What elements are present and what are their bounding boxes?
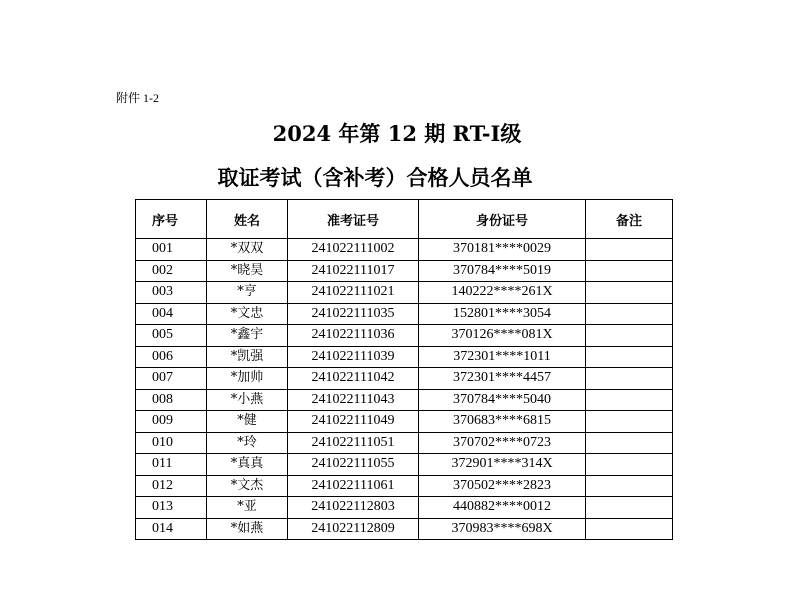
seq-cell: 013 bbox=[136, 497, 207, 519]
id-number-cell: 370702****0723 bbox=[419, 432, 586, 454]
seq-cell: 007 bbox=[136, 368, 207, 390]
ticket-number-cell: 241022112803 bbox=[288, 497, 419, 519]
seq-cell: 006 bbox=[136, 346, 207, 368]
name-cell: *双双 bbox=[207, 239, 288, 261]
document-title: 2024 年第 12 期 RT-Ⅰ级 bbox=[272, 121, 522, 146]
note-cell bbox=[586, 432, 673, 454]
name-cell: *如燕 bbox=[207, 518, 288, 540]
ticket-number-cell: 241022111021 bbox=[288, 282, 419, 304]
table-row bbox=[136, 497, 673, 519]
table-row bbox=[136, 239, 673, 261]
ticket-number-cell: 241022111055 bbox=[288, 454, 419, 476]
note-cell bbox=[586, 346, 673, 368]
seq-cell: 004 bbox=[136, 303, 207, 325]
id-number-cell: 372901****314X bbox=[419, 454, 586, 476]
header-seq: 序号 bbox=[136, 200, 207, 239]
id-number-cell: 370784****5019 bbox=[419, 260, 586, 282]
seq-cell: 014 bbox=[136, 518, 207, 540]
attachment-label: 附件 1-2 bbox=[116, 91, 159, 105]
table-row bbox=[136, 518, 673, 540]
name-cell: *文杰 bbox=[207, 475, 288, 497]
ticket-number-cell: 241022111039 bbox=[288, 346, 419, 368]
ticket-number-cell: 241022111017 bbox=[288, 260, 419, 282]
header-id: 身份证号 bbox=[419, 200, 586, 239]
ticket-number-cell: 241022111051 bbox=[288, 432, 419, 454]
table-row bbox=[136, 389, 673, 411]
ticket-number-cell: 241022111042 bbox=[288, 368, 419, 390]
ticket-number-cell: 241022111002 bbox=[288, 239, 419, 261]
id-number-cell: 370502****2823 bbox=[419, 475, 586, 497]
note-cell bbox=[586, 497, 673, 519]
seq-cell: 012 bbox=[136, 475, 207, 497]
name-cell: *文忠 bbox=[207, 303, 288, 325]
table-row bbox=[136, 282, 673, 304]
id-number-cell: 370181****0029 bbox=[419, 239, 586, 261]
ticket-number-cell: 241022111036 bbox=[288, 325, 419, 347]
table-row bbox=[136, 454, 673, 476]
name-cell: *玲 bbox=[207, 432, 288, 454]
note-cell bbox=[586, 325, 673, 347]
table-row bbox=[136, 411, 673, 433]
table-row bbox=[136, 260, 673, 282]
note-cell bbox=[586, 411, 673, 433]
ticket-number-cell: 241022111043 bbox=[288, 389, 419, 411]
id-number-cell: 440882****0012 bbox=[419, 497, 586, 519]
note-cell bbox=[586, 282, 673, 304]
table-row bbox=[136, 346, 673, 368]
ticket-number-cell: 241022111049 bbox=[288, 411, 419, 433]
name-cell: *凯强 bbox=[207, 346, 288, 368]
id-number-cell: 370983****698X bbox=[419, 518, 586, 540]
seq-cell: 005 bbox=[136, 325, 207, 347]
seq-cell: 008 bbox=[136, 389, 207, 411]
header-name: 姓名 bbox=[207, 200, 288, 239]
note-cell bbox=[586, 518, 673, 540]
id-number-cell: 152801****3054 bbox=[419, 303, 586, 325]
note-cell bbox=[586, 389, 673, 411]
name-cell: *亨 bbox=[207, 282, 288, 304]
header-ticket: 准考证号 bbox=[288, 200, 419, 239]
header-note: 备注 bbox=[586, 200, 673, 239]
table-row bbox=[136, 475, 673, 497]
ticket-number-cell: 241022111061 bbox=[288, 475, 419, 497]
note-cell bbox=[586, 475, 673, 497]
id-number-cell: 370126****081X bbox=[419, 325, 586, 347]
note-cell bbox=[586, 260, 673, 282]
name-cell: *真真 bbox=[207, 454, 288, 476]
name-cell: *加帅 bbox=[207, 368, 288, 390]
table-body bbox=[136, 239, 673, 540]
seq-cell: 001 bbox=[136, 239, 207, 261]
table-header-row bbox=[136, 200, 673, 239]
seq-cell: 009 bbox=[136, 411, 207, 433]
seq-cell: 011 bbox=[136, 454, 207, 476]
table-row bbox=[136, 303, 673, 325]
note-cell bbox=[586, 454, 673, 476]
id-number-cell: 370784****5040 bbox=[419, 389, 586, 411]
name-cell: *晓昊 bbox=[207, 260, 288, 282]
seq-cell: 002 bbox=[136, 260, 207, 282]
table-row bbox=[136, 368, 673, 390]
id-number-cell: 140222****261X bbox=[419, 282, 586, 304]
id-number-cell: 370683****6815 bbox=[419, 411, 586, 433]
name-cell: *小燕 bbox=[207, 389, 288, 411]
table-row bbox=[136, 432, 673, 454]
document-subtitle: 取证考试（含补考）合格人员名单 bbox=[217, 165, 533, 190]
qualified-personnel-table bbox=[135, 199, 673, 540]
ticket-number-cell: 241022111035 bbox=[288, 303, 419, 325]
id-number-cell: 372301****4457 bbox=[419, 368, 586, 390]
note-cell bbox=[586, 303, 673, 325]
seq-cell: 010 bbox=[136, 432, 207, 454]
seq-cell: 003 bbox=[136, 282, 207, 304]
id-number-cell: 372301****1011 bbox=[419, 346, 586, 368]
table-row bbox=[136, 325, 673, 347]
note-cell bbox=[586, 239, 673, 261]
name-cell: *亚 bbox=[207, 497, 288, 519]
note-cell bbox=[586, 368, 673, 390]
name-cell: *鑫宇 bbox=[207, 325, 288, 347]
ticket-number-cell: 241022112809 bbox=[288, 518, 419, 540]
name-cell: *健 bbox=[207, 411, 288, 433]
